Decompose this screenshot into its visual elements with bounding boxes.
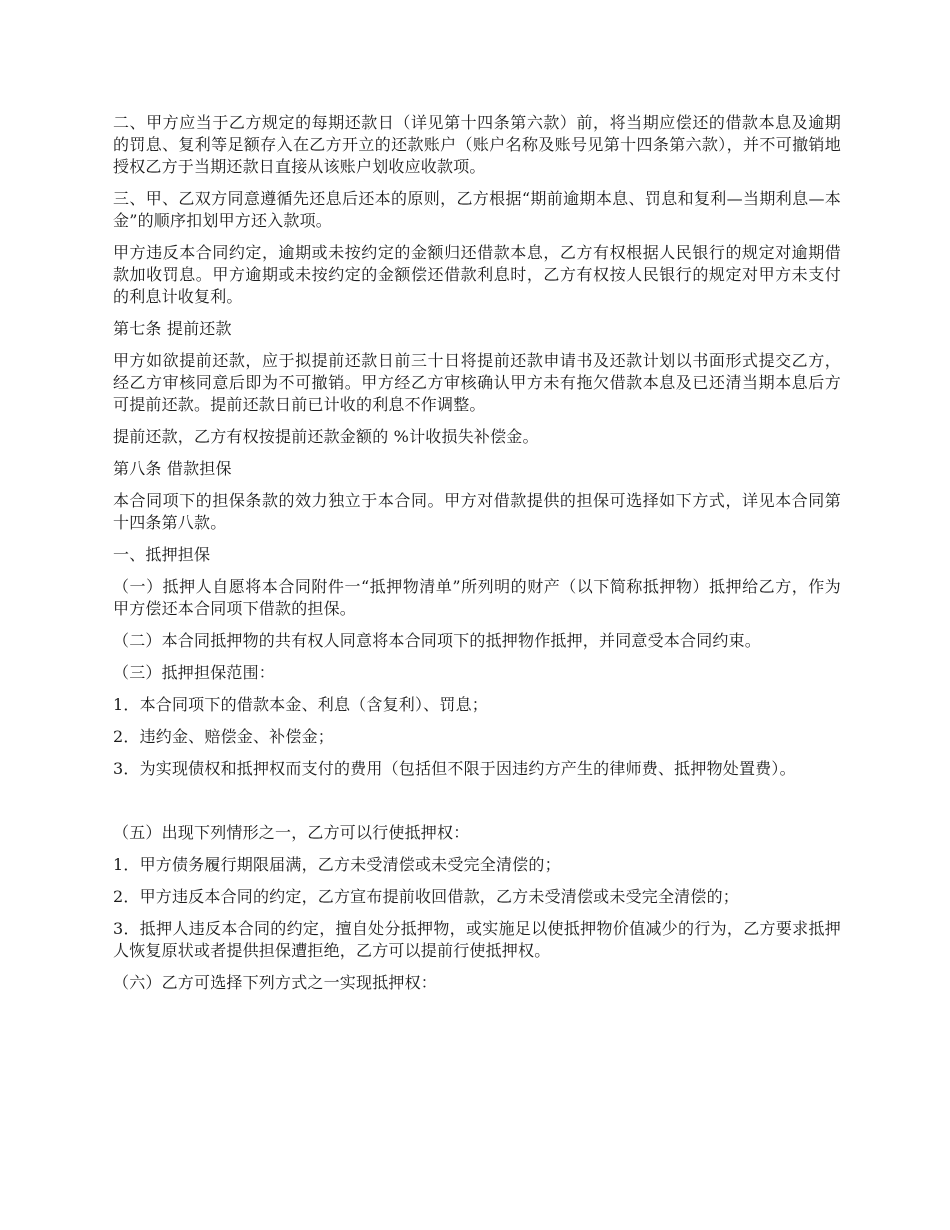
article-heading-prepayment: 第七条 提前还款 <box>113 319 232 338</box>
paragraph-co-owner-consent: （二）本合同抵押物的共有权人同意将本合同项下的抵押物作抵押，并同意受本合同约束。 <box>113 631 762 650</box>
list-item-condition-3: 3．抵押人违反本合同的约定，擅自处分抵押物，或实施足以使抵押物价值减少的行为，乙方要求抵押人恢复原状或者提供担保遭拒绝，乙方可以提前行使抵押权。 <box>113 919 841 960</box>
paragraph-guarantee-independence: 本合同项下的担保条款的效力独立于本合同。甲方对借款提供的担保可选择如下方式，详见本合同第十四条第八款。 <box>113 491 841 532</box>
paragraph-repayment-order: 三、甲、乙双方同意遵循先还息后还本的原则，乙方根据“期前逾期本息、罚息和复利—当期利息—本金”的顺序扣划甲方还入款项。 <box>113 189 841 230</box>
paragraph-repayment-deposit: 二、甲方应当于乙方规定的每期还款日（详见第十四条第六款）前，将当期应偿还的借款本息及逾期的罚息、复利等足额存入在乙方开立的还款账户（账户名称及账号见第十四条第六款），并不可撤销地授权乙方于当期还款日直接从该账户划收应收款项。 <box>113 113 841 176</box>
paragraph-enforcement-conditions: （五）出现下列情形之一，乙方可以行使抵押权： <box>113 823 470 842</box>
list-item-scope-2: 2．违约金、赔偿金、补偿金； <box>113 727 334 746</box>
paragraph-prepayment-compensation: 提前还款，乙方有权按提前还款金额的 %计收损失补偿金。 <box>113 427 539 446</box>
document-body <box>113 112 841 1004</box>
paragraph-penalty-interest: 甲方违反本合同约定，逾期或未按约定的金额归还借款本息，乙方有权根据人民银行的规定对逾期借款加收罚息。甲方逾期或未按约定的金额偿还借款利息时，乙方有权按人民银行的规定对甲方未支付的利息计收复利。 <box>113 243 841 306</box>
list-item-scope-1: 1．本合同项下的借款本金、利息（含复利）、罚息； <box>113 695 488 714</box>
blank-gap <box>113 790 841 822</box>
section-heading-mortgage: 一、抵押担保 <box>113 545 211 564</box>
article-heading-guarantee: 第八条 借款担保 <box>113 459 232 478</box>
list-item-condition-2: 2．甲方违反本合同的约定，乙方宣布提前收回借款，乙方未受清偿或未受完全清偿的； <box>113 887 739 906</box>
paragraph-enforcement-methods: （六）乙方可选择下列方式之一实现抵押权： <box>113 973 438 992</box>
paragraph-prepayment-procedure: 甲方如欲提前还款，应于拟提前还款日前三十日将提前还款申请书及还款计划以书面形式提交乙方，经乙方审核同意后即为不可撤销。甲方经乙方审核确认甲方未有拖欠借款本息及已还清当期本息后方可提前还款。提前还款日前已计收的利息不作调整。 <box>113 351 841 414</box>
list-item-condition-1: 1．甲方债务履行期限届满，乙方未受清偿或未受完全清偿的； <box>113 855 561 874</box>
list-item-scope-3: 3．为实现债权和抵押权而支付的费用（包括但不限于因违约方产生的律师费、抵押物处置费）。 <box>113 759 796 778</box>
paragraph-mortgage-scope-heading: （三）抵押担保范围： <box>113 663 276 682</box>
paragraph-mortgage-voluntary: （一）抵押人自愿将本合同附件一“抵押物清单”所列明的财产（以下简称抵押物）抵押给乙方，作为甲方偿还本合同项下借款的担保。 <box>113 577 841 618</box>
